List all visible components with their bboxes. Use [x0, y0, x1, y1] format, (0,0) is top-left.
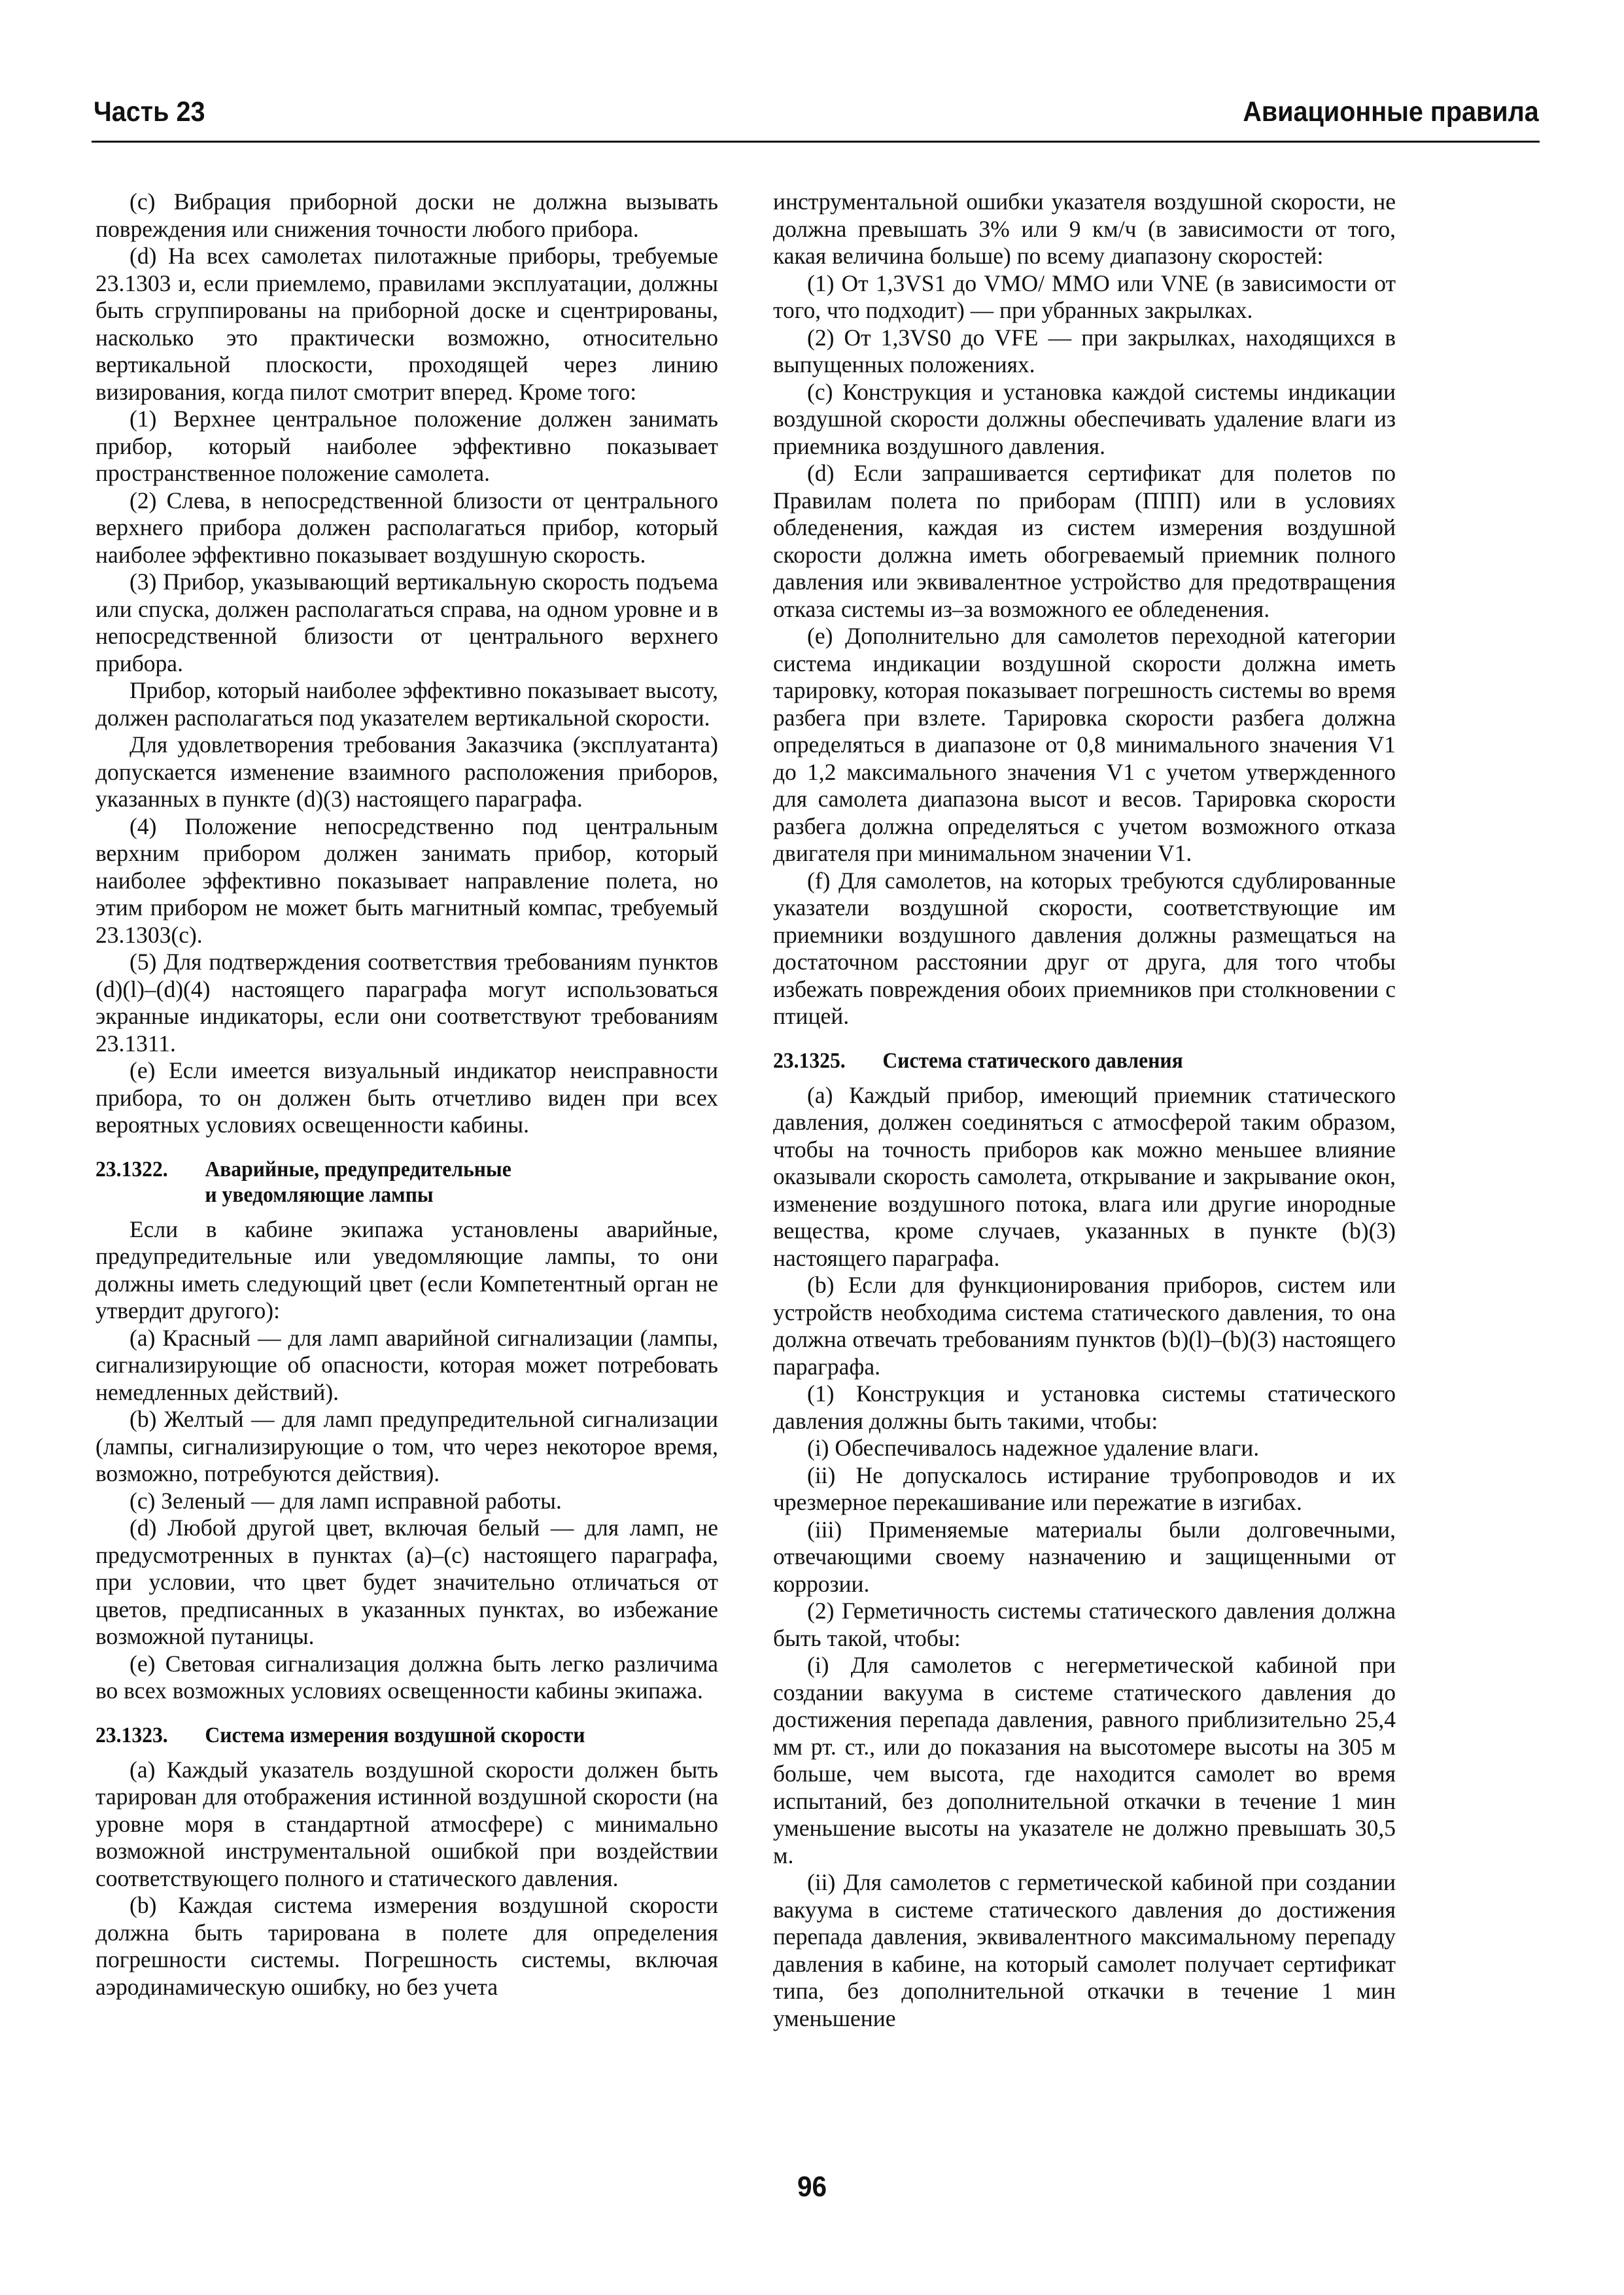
- paragraph: (1) Конструкция и установка системы статического давления должны быть такими, чтобы:: [773, 1380, 1396, 1434]
- section-number: 23.1323.: [95, 1723, 168, 1747]
- paragraph: (iii) Применяемые материалы были долговечными, отвечающими своему назначению и защищенными от коррозии.: [773, 1516, 1396, 1597]
- paragraph: (1) Верхнее центральное положение должен занимать прибор, который наиболее эффективно показывает пространственное положение самолета.: [95, 406, 718, 486]
- paragraph: (e) Световая сигнализация должна быть легко различима во всех возможных условиях освещенности кабины экипажа.: [95, 1650, 718, 1704]
- paragraph: (c) Зеленый — для ламп исправной работы.: [130, 1487, 562, 1514]
- paragraph: (c) Вибрация приборной доски не должна вызывать повреждения или снижения точности любого прибора.: [95, 188, 718, 242]
- paragraph: (b) Каждая система измерения воздушной скорости должна быть тарирована в полете для определения погрешности системы. Погрешность системы, включая аэродинамическую ошибку, но без учета: [95, 1892, 718, 2000]
- paragraph: Для удовлетворения требования Заказчика (эксплуатанта) допускается изменение взаимного расположения приборов, указанных в пункте (d)(3) настоящего параграфа.: [95, 731, 718, 812]
- paragraph: (d) Если запрашивается сертификат для полетов по Правилам полета по приборам (ППП) или в условиях обледенения, каждая из систем измерения воздушной скорости должна иметь обогреваемый приемник полного давления или эквивалентное устройство для предотвращения отказа системы из–за возможного ее обледенения.: [773, 460, 1396, 622]
- paragraph: Если в кабине экипажа установлены аварийные, предупредительные или уведомляющие лампы, то они должны иметь следующий цвет (если Компетентный орган не утвердит другого):: [95, 1216, 718, 1323]
- paragraph: Прибор, который наиболее эффективно показывает высоту, должен располагаться под указателем вертикальной скорости.: [95, 677, 718, 731]
- section-title: Система измерения воздушной скорости: [205, 1723, 585, 1747]
- section-heading: [95, 1723, 674, 1748]
- section-heading: [95, 1157, 674, 1208]
- running-header-part: Часть 23: [94, 96, 205, 128]
- paragraph: (a) Красный — для ламп аварийной сигнализации (лампы, сигнализирующие об опасности, которая может потребовать немедленных действий).: [95, 1324, 718, 1405]
- paragraph: (i) Обеспечивалось надежное удаление влаги.: [807, 1435, 1260, 1461]
- paragraph: (ii) Для самолетов с герметической кабиной при создании вакуума в системе статического давления до достижения перепада давления, эквивалентного максимальному перепаду давления в кабине, на который самолет получает сертификат типа, без дополнительной откачки в течение 1 мин уменьшение: [773, 1869, 1396, 2031]
- paragraph: (d) На всех самолетах пилотажные приборы, требуемые 23.1303 и, если приемлемо, правилами эксплуатации, должны быть сгруппированы на приборной доске и сцентрированы, насколько это практически возможно, относительно вертикальной плоскости, проходящей через линию визирования, когда пилот смотрит вперед. Кроме того:: [95, 243, 718, 405]
- section-number: 23.1322.: [95, 1157, 168, 1182]
- paragraph: (c) Конструкция и установка каждой системы индикации воздушной скорости должны обеспечивать удаление влаги из приемника воздушного давления.: [773, 378, 1396, 459]
- section-title: Аварийные, предупредительные: [205, 1157, 511, 1182]
- section-number: 23.1325.: [773, 1048, 846, 1073]
- paragraph: (d) Любой другой цвет, включая белый — для ламп, не предусмотренных в пунктах (a)–(c) настоящего параграфа, при условии, что цвет будет значительно отличаться от цветов, предписанных в указанных пунктах, во избежание возможной путаницы.: [95, 1515, 718, 1649]
- paragraph: (a) Каждый указатель воздушной скорости должен быть тарирован для отображения истинной воздушной скорости (на уровне моря в стандартной атмосфере) с минимально возможной инструментальной ошибкой при воздействии соответствующего полного и статического давления.: [95, 1756, 718, 1891]
- section-title-continuation: и уведомляющие лампы: [205, 1182, 434, 1207]
- paragraph: (i) Для самолетов с негерметической кабиной при создании вакуума в системе статического давления до достижения перепада давления, равного приблизительно 25,4 мм рт. ст., или до показания на высотомере высоты на 305 м больше, чем высота, где находится самолет во время испытаний, без дополнительной откачки в течение 1 мин уменьшение высоты на указателе не должно превышать 30,5 м.: [773, 1652, 1396, 1868]
- section-heading: [773, 1048, 1352, 1074]
- page-number: 96: [797, 2171, 827, 2203]
- right-text-column: [773, 188, 1396, 2032]
- paragraph: (ii) Не допускалось истирание трубопроводов и их чрезмерное перекашивание или пережатие в изгибах.: [773, 1462, 1396, 1515]
- section-title: Система статического давления: [882, 1048, 1183, 1073]
- paragraph: (2) Герметичность системы статического давления должна быть такой, чтобы:: [773, 1598, 1396, 1651]
- paragraph: (f) Для самолетов, на которых требуются сдублированные указатели воздушной скорости, соответствующие им приемники воздушного давления должны размещаться на достаточном расстоянии друг от друга, для того чтобы избежать повреждения обоих приемников при столкновении с птицей.: [773, 867, 1396, 1029]
- paragraph: (e) Если имеется визуальный индикатор неисправности прибора, то он должен быть отчетливо виден при всех вероятных условиях освещенности кабины.: [95, 1057, 718, 1138]
- paragraph: (2) Слева, в непосредственной близости от центрального верхнего прибора должен располагаться прибор, который наиболее эффективно показывает воздушную скорость.: [95, 487, 718, 568]
- paragraph: (1) От 1,3VS1 до VMO/ MMO или VNE (в зависимости от того, что подходит) — при убранных закрылках.: [773, 270, 1396, 323]
- paragraph: (e) Дополнительно для самолетов переходной категории система индикации воздушной скорости должна иметь тарировку, которая показывает погрешность системы во время разбега при взлете. Тарировка скорости разбега должна определяться в диапазоне от 0,8 минимального значения V1 до 1,2 максимального значения V1 с учетом утвержденного для самолета диапазона высот и весов. Тарировка скорости разбега должна определяться с учетом возможного отказа двигателя при минимальном значении V1.: [773, 623, 1396, 866]
- paragraph: (b) Желтый — для ламп предупредительной сигнализации (лампы, сигнализирующие о том, что через некоторое время, возможно, потребуются действия).: [95, 1406, 718, 1486]
- paragraph: инструментальной ошибки указателя воздушной скорости, не должна превышать 3% или 9 км/ч (в зависимости от того, какая величина больше) по всему диапазону скоростей:: [773, 188, 1396, 269]
- paragraph: (a) Каждый прибор, имеющий приемник статического давления, должен соединяться с атмосферой таким образом, чтобы на точность приборов как можно меньшее влияние оказывали скорость самолета, открывание и закрывание окон, изменение воздушного потока, влага или другие инородные вещества, кроме случаев, указанных в пункте (b)(3) настоящего параграфа.: [773, 1081, 1396, 1271]
- left-text-column: [95, 188, 718, 2001]
- paragraph: (3) Прибор, указывающий вертикальную скорость подъема или спуска, должен располагаться справа, на одном уровне и в непосредственной близости от центрального верхнего прибора.: [95, 569, 718, 676]
- paragraph: (4) Положение непосредственно под центральным верхним прибором должен занимать прибор, который наиболее эффективно показывает направление полета, но этим прибором не может быть магнитный компас, требуемый 23.1303(c).: [95, 813, 718, 948]
- paragraph: (b) Если для функционирования приборов, систем или устройств необходима система статического давления, то она должна отвечать требованиям пунктов (b)(l)–(b)(3) настоящего параграфа.: [773, 1272, 1396, 1380]
- paragraph: (5) Для подтверждения соответствия требованиям пунктов (d)(l)–(d)(4) настоящего параграфа могут использоваться экранные индикаторы, если они соответствуют требованиям 23.1311.: [95, 949, 718, 1057]
- running-header-title: Авиационные правила: [1243, 96, 1539, 128]
- header-rule: [92, 141, 1540, 143]
- paragraph: (2) От 1,3VS0 до VFE — при закрылках, находящихся в выпущенных положениях.: [773, 324, 1396, 377]
